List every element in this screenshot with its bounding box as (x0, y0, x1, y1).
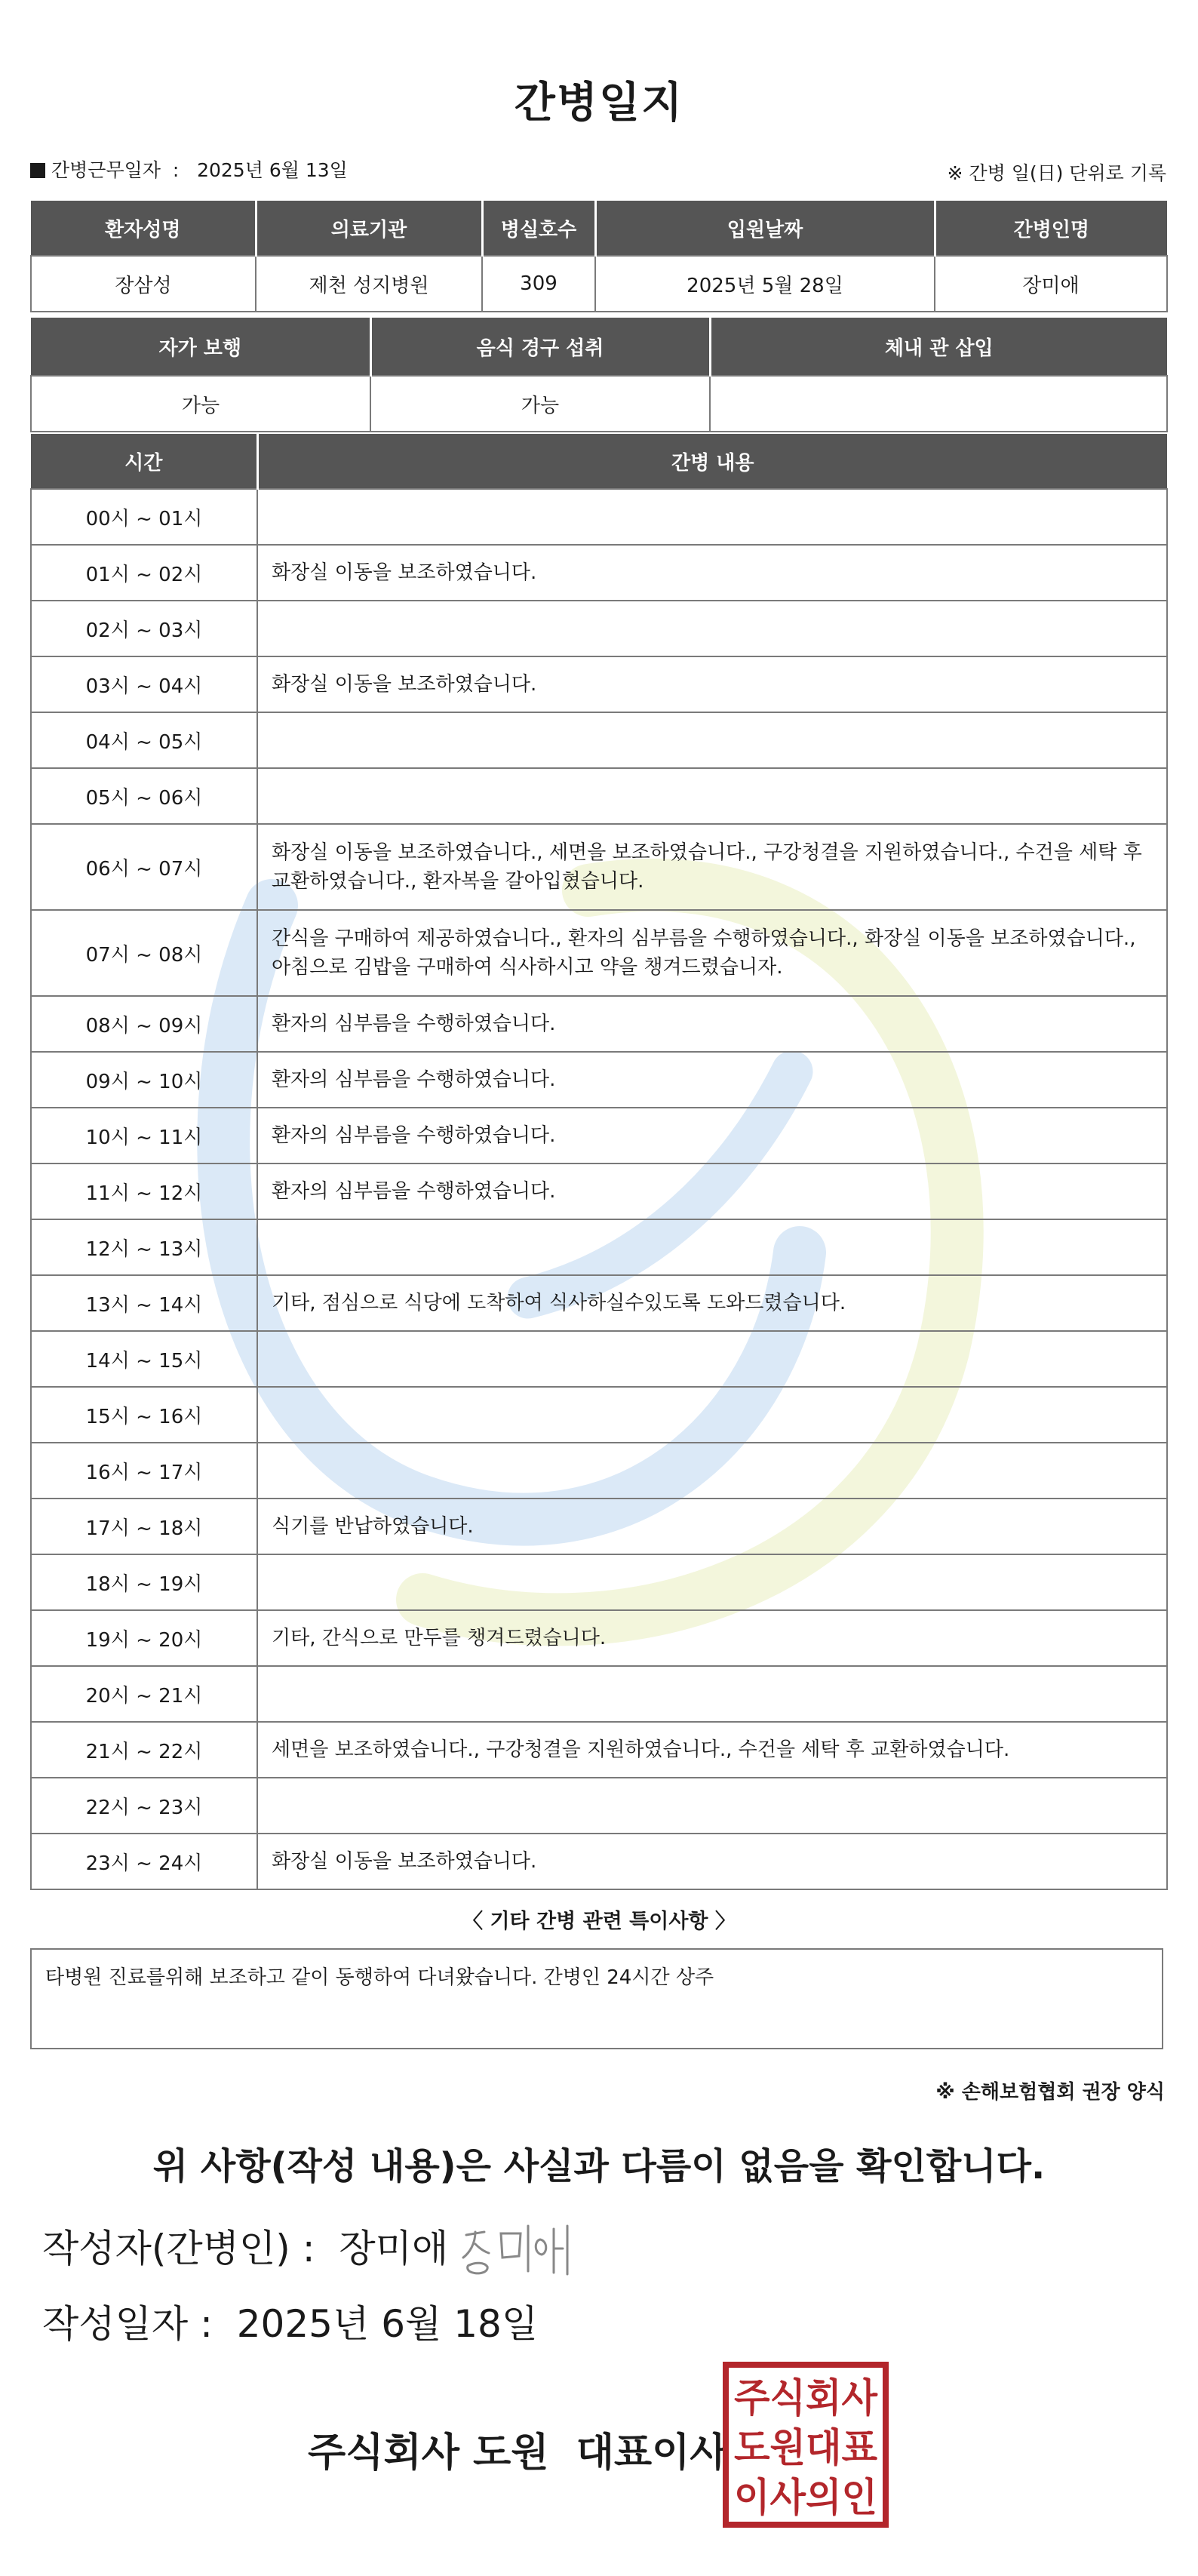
patient-info-table (30, 201, 1168, 312)
log-time: 12시 ~ 13시 (31, 1219, 257, 1275)
care-log-row (31, 996, 1167, 1052)
log-content (257, 1387, 1167, 1443)
header-caregiver-name: 간병인명 (935, 201, 1167, 256)
log-time: 18시 ~ 19시 (31, 1554, 257, 1610)
record-unit-note: ※ 간병 일(日) 단위로 기록 (947, 162, 1166, 184)
written-date-label: 작성일자 : (42, 2302, 213, 2346)
patient-info-value-row (31, 256, 1167, 312)
care-log-row (31, 910, 1167, 996)
log-time: 16시 ~ 17시 (31, 1443, 257, 1499)
oral-intake-value: 가능 (370, 376, 710, 432)
log-time: 01시 ~ 02시 (31, 545, 257, 601)
care-log-row (31, 1108, 1167, 1164)
company-seal-stamp (721, 2360, 890, 2529)
confirmation-statement: 위 사항(작성 내용)은 사실과 다름이 없음을 확인합니다. (152, 2145, 1046, 2187)
caregiver-name: 장미애 (935, 256, 1167, 312)
log-time: 14시 ~ 15시 (31, 1331, 257, 1387)
care-log-row (31, 1443, 1167, 1499)
care-log-row (31, 712, 1167, 768)
care-log-row (31, 768, 1167, 824)
log-time: 21시 ~ 22시 (31, 1722, 257, 1778)
log-time: 04시 ~ 05시 (31, 712, 257, 768)
care-log-row (31, 1666, 1167, 1722)
care-date-label: 간병근무일자 (51, 159, 161, 181)
header-hospital: 의료기관 (256, 201, 482, 256)
log-time: 10시 ~ 11시 (31, 1108, 257, 1164)
log-content: 기타, 점심으로 식당에 도착하여 식사하실수있도록 도와드렸습니다. (257, 1275, 1167, 1331)
square-bullet-icon (30, 163, 45, 178)
seal-text-line: 주식회사 (734, 2376, 878, 2421)
care-date-row (30, 155, 348, 183)
log-content: 간식을 구매하여 제공하였습니다., 환자의 심부름을 수행하였습니다., 화장실 이동을 보조하였습니다., 아침으로 김밥을 구매하여 식사하시고 약을 챙겨드렸습니자. (257, 910, 1167, 996)
care-log-row (31, 1219, 1167, 1275)
care-log-row (31, 1499, 1167, 1554)
handwritten-signature (459, 2218, 579, 2286)
care-log-row (31, 1610, 1167, 1666)
care-log-header-row (31, 434, 1167, 489)
written-date-value: 2025년 6월 18일 (236, 2302, 539, 2346)
ability-value-row (31, 376, 1167, 432)
hospital-name: 제천 성지병원 (256, 256, 482, 312)
log-content (257, 1554, 1167, 1610)
log-content: 화장실 이동을 보조하였습니다. (257, 1834, 1167, 1889)
log-time: 23시 ~ 24시 (31, 1834, 257, 1889)
log-content (257, 1331, 1167, 1387)
seal-text-line: 도원대표 (734, 2426, 877, 2471)
log-time: 07시 ~ 08시 (31, 910, 257, 996)
header-room-number: 병실호수 (482, 201, 595, 256)
log-time: 22시 ~ 23시 (31, 1778, 257, 1834)
log-time: 09시 ~ 10시 (31, 1052, 257, 1108)
header-patient-name: 환자성명 (31, 201, 256, 256)
care-log-row (31, 601, 1167, 656)
care-log-row (31, 1052, 1167, 1108)
log-time: 20시 ~ 21시 (31, 1666, 257, 1722)
document-title: 간병일지 (514, 78, 684, 128)
care-log-row (31, 1275, 1167, 1331)
log-time: 03시 ~ 04시 (31, 656, 257, 712)
writer-label: 작성자(간병인) : (42, 2227, 315, 2270)
patient-name: 장삼성 (31, 256, 256, 312)
log-content (257, 1778, 1167, 1834)
care-log-row (31, 1722, 1167, 1778)
header-tube-insertion: 체내 관 삽입 (710, 318, 1167, 376)
header-admission-date: 입원날짜 (595, 201, 935, 256)
log-content (257, 601, 1167, 656)
log-content: 환자의 심부름을 수행하였습니다. (257, 996, 1167, 1052)
log-content: 환자의 심부름을 수행하였습니다. (257, 1108, 1167, 1164)
log-time: 13시 ~ 14시 (31, 1275, 257, 1331)
log-content: 화장실 이동을 보조하였습니다. (257, 656, 1167, 712)
company-representative: 주식회사 도원 대표이사 (308, 2430, 728, 2476)
writer-line (42, 2218, 448, 2273)
care-log-row (31, 1778, 1167, 1834)
seal-text-line: 이사의인 (734, 2476, 877, 2521)
care-log-row (31, 824, 1167, 910)
log-content (257, 1219, 1167, 1275)
log-content (257, 489, 1167, 545)
written-date-line (42, 2294, 538, 2348)
special-notes-box: 타병원 진료를위해 보조하고 같이 동행하여 다녀왔습니다. 간병인 24시간 상주 (30, 1948, 1163, 2049)
care-log-row (31, 1834, 1167, 1889)
self-walking-value: 가능 (31, 376, 370, 432)
care-log-table (30, 434, 1168, 1890)
standard-form-note: ※ 손해보험협회 권장 양식 (935, 2081, 1165, 2104)
log-time: 15시 ~ 16시 (31, 1387, 257, 1443)
header-time: 시간 (31, 434, 257, 489)
log-time: 19시 ~ 20시 (31, 1610, 257, 1666)
log-time: 11시 ~ 12시 (31, 1164, 257, 1219)
log-content (257, 768, 1167, 824)
log-content: 화장실 이동을 보조하였습니다., 세면을 보조하였습니다., 구강청결을 지원하였습니다., 수건을 세탁 후 교환하였습니다., 환자복을 갈아입혔습니다. (257, 824, 1167, 910)
log-time: 00시 ~ 01시 (31, 489, 257, 545)
log-content: 세면을 보조하였습니다., 구강청결을 지원하였습니다., 수건을 세탁 후 교환하였습니다. (257, 1722, 1167, 1778)
ability-header-row (31, 318, 1167, 376)
log-content (257, 1666, 1167, 1722)
care-log-row (31, 656, 1167, 712)
log-content: 식기를 반납하였습니다. (257, 1499, 1167, 1554)
tube-insertion-value (710, 376, 1167, 432)
log-time: 06시 ~ 07시 (31, 824, 257, 910)
log-content: 화장실 이동을 보조하였습니다. (257, 545, 1167, 601)
writer-name: 장미애 (339, 2227, 449, 2270)
header-oral-intake: 음식 경구 섭취 (370, 318, 710, 376)
log-time: 02시 ~ 03시 (31, 601, 257, 656)
care-date-value: 2025년 6월 13일 (197, 159, 348, 181)
header-self-walking: 자가 보행 (31, 318, 370, 376)
care-log-row (31, 1331, 1167, 1387)
admission-date: 2025년 5월 28일 (595, 256, 935, 312)
special-notes-title: 〈 기타 간병 관련 특이사항 〉 (462, 1910, 736, 1933)
log-content: 환자의 심부름을 수행하였습니다. (257, 1052, 1167, 1108)
care-log-row (31, 545, 1167, 601)
care-log-row (31, 1164, 1167, 1219)
log-content: 기타, 간식으로 만두를 챙겨드렸습니다. (257, 1610, 1167, 1666)
care-date-separator: : (172, 159, 180, 181)
care-log-row (31, 1554, 1167, 1610)
care-log-row (31, 1387, 1167, 1443)
log-content: 환자의 심부름을 수행하였습니다. (257, 1164, 1167, 1219)
log-content (257, 712, 1167, 768)
log-time: 08시 ~ 09시 (31, 996, 257, 1052)
log-time: 17시 ~ 18시 (31, 1499, 257, 1554)
patient-info-header-row (31, 201, 1167, 256)
log-time: 05시 ~ 06시 (31, 768, 257, 824)
header-care-content: 간병 내용 (257, 434, 1167, 489)
care-log-row (31, 489, 1167, 545)
patient-ability-table (30, 318, 1168, 432)
room-number: 309 (482, 256, 595, 312)
log-content (257, 1443, 1167, 1499)
